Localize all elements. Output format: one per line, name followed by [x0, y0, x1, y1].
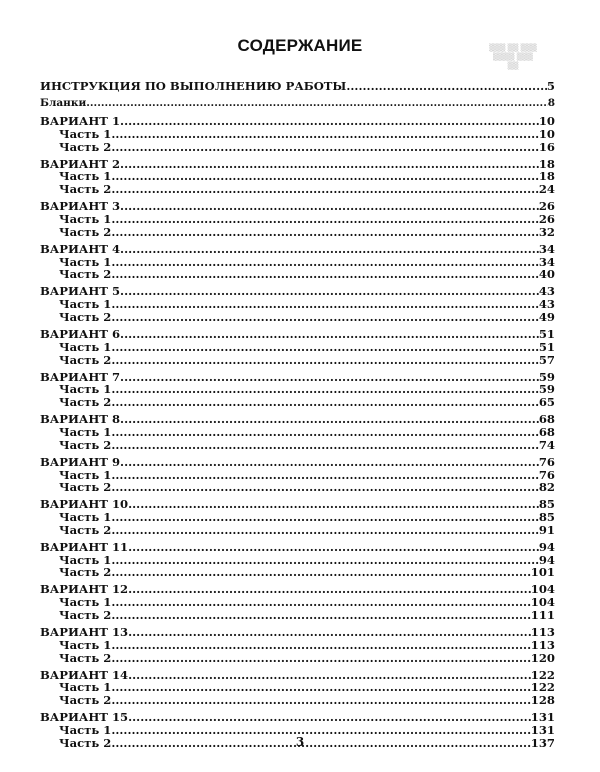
toc-entry-label: ВАРИАНТ 7 — [40, 370, 121, 384]
dot-leader — [111, 652, 530, 665]
toc-entry-page: 59 — [538, 383, 555, 397]
toc-entry-variant-3-part-1[interactable] — [40, 213, 555, 226]
toc-entry-page: 94 — [538, 540, 555, 554]
toc-entry-variant-11-part-2[interactable] — [40, 566, 555, 579]
toc-entry-label: ВАРИАНТ 5 — [40, 285, 121, 299]
toc-entry-page: 34 — [538, 242, 555, 256]
toc-entry-variant-8-part-2[interactable] — [40, 439, 555, 452]
dot-leader — [120, 243, 539, 256]
toc-entry-page: 122 — [530, 668, 555, 682]
toc-entry-label: Часть 1 — [59, 638, 112, 652]
toc-entry-variant-8-part-1[interactable] — [40, 426, 555, 439]
toc-entry-label: Часть 1 — [59, 213, 112, 226]
dot-leader — [120, 285, 539, 298]
toc-entry-label: Часть 1 — [59, 553, 112, 567]
toc-entry-variant-13-part-1[interactable] — [40, 639, 555, 652]
toc-entry-variant-7[interactable] — [40, 371, 555, 384]
toc-entry-instructions[interactable] — [40, 80, 555, 93]
dot-leader — [111, 694, 530, 707]
toc-entry-page: 65 — [538, 396, 555, 409]
toc-entry-variant-2-part-2[interactable] — [40, 183, 555, 196]
toc-entry-variant-2-part-1[interactable] — [40, 170, 555, 183]
toc-entry-page: 76 — [538, 455, 555, 469]
toc-entry-page: 59 — [538, 370, 555, 384]
toc-entry-variant-2[interactable] — [40, 158, 555, 171]
toc-entry-variant-3-part-2[interactable] — [40, 226, 555, 239]
toc-entry-label: Часть 1 — [59, 425, 112, 439]
toc-entry-variant-3[interactable] — [40, 200, 555, 213]
toc-entry-variant-9-part-1[interactable] — [40, 469, 555, 482]
dot-leader — [120, 200, 539, 213]
toc-entry-variant-14[interactable] — [40, 669, 555, 682]
variant-list — [40, 115, 555, 749]
toc-entry-variant-13[interactable] — [40, 626, 555, 639]
toc-entry-page: 120 — [530, 651, 555, 665]
toc-entry-label: Часть 1 — [59, 298, 112, 311]
toc-entry-label: ИНСТРУКЦИЯ ПО ВЫПОЛНЕНИЮ РАБОТЫ — [40, 80, 347, 93]
toc-entry-page: 104 — [530, 596, 555, 610]
dot-leader — [120, 328, 539, 341]
toc-entry-variant-12[interactable] — [40, 583, 555, 596]
toc-entry-label: ВАРИАНТ 6 — [40, 327, 121, 341]
toc-entry-variant-1[interactable] — [40, 115, 555, 128]
dot-leader — [111, 341, 539, 354]
dot-leader — [111, 469, 539, 482]
toc-entry-page: 85 — [538, 511, 555, 524]
toc-entry-label: ВАРИАНТ 15 — [40, 711, 129, 724]
toc-entry-variant-12-part-2[interactable] — [40, 609, 555, 622]
toc-entry-page: 91 — [538, 523, 555, 537]
toc-entry-page: 26 — [538, 213, 555, 226]
toc-entry-variant-10[interactable] — [40, 498, 555, 511]
toc-entry-page: 43 — [538, 298, 555, 311]
toc-entry-page: 122 — [530, 681, 555, 695]
toc-entry-label: Часть 1 — [59, 170, 112, 184]
toc-entry-label: Часть 2 — [59, 566, 112, 580]
toc-entry-label: ВАРИАНТ 13 — [40, 626, 129, 639]
dot-leader — [128, 711, 531, 724]
toc-entry-variant-4[interactable] — [40, 243, 555, 256]
toc-entry-page: 57 — [538, 353, 555, 367]
toc-entry-page: 5 — [546, 80, 555, 93]
dot-leader — [111, 383, 539, 396]
dot-leader — [120, 158, 539, 171]
dot-leader — [111, 524, 539, 537]
page-number: 3 — [295, 735, 305, 749]
toc-entry-label: ВАРИАНТ 14 — [40, 668, 129, 682]
dot-leader — [111, 396, 539, 409]
toc-entry-page: 131 — [530, 723, 555, 737]
toc-entry-label: ВАРИАНТ 1 — [40, 115, 121, 128]
dot-leader — [111, 268, 539, 281]
table-of-contents — [40, 80, 555, 750]
dot-leader — [111, 354, 539, 367]
toc-entry-page: 131 — [530, 711, 555, 724]
toc-entry-label: Часть 1 — [59, 340, 112, 354]
dot-leader — [111, 681, 530, 694]
toc-entry-label: ВАРИАНТ 11 — [40, 540, 129, 554]
dot-leader — [128, 583, 531, 596]
dot-leader — [111, 213, 539, 226]
dot-leader — [120, 371, 539, 384]
toc-entry-page: 113 — [530, 638, 555, 652]
toc-entry-label: ВАРИАНТ 3 — [40, 200, 121, 214]
toc-entry-variant-9[interactable] — [40, 456, 555, 469]
toc-entry-variant-9-part-2[interactable] — [40, 481, 555, 494]
toc-entry-page: 68 — [538, 413, 555, 426]
toc-entry-variant-5-part-2[interactable] — [40, 311, 555, 324]
toc-entry-label: Часть 2 — [59, 438, 112, 452]
toc-entry-variant-10-part-2[interactable] — [40, 524, 555, 537]
dot-leader — [111, 481, 539, 494]
toc-entry-variant-11[interactable] — [40, 541, 555, 554]
toc-entry-variant-1-part-1[interactable] — [40, 128, 555, 141]
toc-entry-label: Часть 2 — [59, 225, 112, 239]
toc-entry-label: ВАРИАНТ 9 — [40, 455, 121, 469]
toc-entry-variant-15[interactable] — [40, 711, 555, 724]
dot-leader — [111, 128, 539, 141]
toc-entry-variant-1-part-2[interactable] — [40, 141, 555, 154]
dot-leader — [128, 626, 531, 639]
toc-entry-page: 51 — [538, 327, 555, 341]
dot-leader — [111, 256, 539, 269]
dot-leader — [111, 554, 539, 567]
toc-entry-label: Часть 1 — [59, 596, 112, 610]
toc-entry-label: ВАРИАНТ 10 — [40, 498, 129, 512]
toc-entry-variant-6-part-1[interactable] — [40, 341, 555, 354]
dot-leader — [86, 97, 547, 110]
dot-leader — [128, 669, 531, 682]
toc-entry-page: 94 — [538, 553, 555, 567]
toc-entry-label: Часть 2 — [59, 523, 112, 537]
toc-entry-variant-14-part-1[interactable] — [40, 681, 555, 694]
toc-entry-page: 85 — [538, 498, 555, 512]
dot-leader — [111, 170, 539, 183]
dot-leader — [111, 226, 539, 239]
toc-entry-page: 18 — [538, 157, 555, 171]
toc-entry-label: Часть 1 — [59, 383, 112, 397]
toc-entry-page: 26 — [538, 200, 555, 214]
toc-entry-page: 24 — [538, 183, 555, 197]
dot-leader — [346, 80, 547, 93]
toc-entry-page: 8 — [547, 97, 555, 110]
toc-entry-page: 18 — [538, 170, 555, 184]
toc-entry-variant-4-part-2[interactable] — [40, 268, 555, 281]
toc-entry-label: Часть 1 — [59, 723, 112, 737]
toc-entry-variant-13-part-2[interactable] — [40, 652, 555, 665]
toc-entry-label: Часть 2 — [59, 736, 112, 750]
toc-entry-label: ВАРИАНТ 8 — [40, 413, 121, 426]
toc-entry-label: Часть 2 — [59, 140, 112, 154]
dot-leader — [128, 498, 539, 511]
bleed-through-stamp-decoration: ▒▒▒ ▒▒ ▒▒▒ ▒▒▒▒ ▒▒▒ ▒▒ — [489, 44, 537, 70]
page-title: СОДЕРЖАНИЕ — [237, 36, 363, 55]
toc-entry-page: 43 — [538, 285, 555, 299]
toc-entry-variant-10-part-1[interactable] — [40, 511, 555, 524]
dot-leader — [120, 115, 539, 128]
dot-leader — [111, 609, 530, 622]
toc-entry-page: 101 — [530, 566, 555, 580]
toc-entry-page: 104 — [530, 583, 555, 597]
toc-entry-variant-7-part-2[interactable] — [40, 396, 555, 409]
toc-entry-page: 113 — [530, 626, 555, 639]
dot-leader — [111, 183, 539, 196]
toc-entry-label: Часть 2 — [59, 694, 112, 707]
toc-entry-label: Часть 1 — [59, 468, 112, 482]
dot-leader — [111, 566, 530, 579]
dot-leader — [111, 511, 539, 524]
toc-entry-variant-12-part-1[interactable] — [40, 596, 555, 609]
toc-entry-variant-7-part-1[interactable] — [40, 383, 555, 396]
toc-entry-label: ВАРИАНТ 4 — [40, 242, 121, 256]
toc-entry-variant-8[interactable] — [40, 413, 555, 426]
toc-entry-variant-5-part-1[interactable] — [40, 298, 555, 311]
toc-entry-label: Часть 2 — [59, 396, 112, 409]
toc-entry-page: 49 — [538, 311, 555, 324]
toc-entry-label: Часть 2 — [59, 353, 112, 367]
toc-entry-label: Часть 2 — [59, 311, 112, 324]
toc-entry-label: Часть 2 — [59, 183, 112, 197]
toc-entry-blanks[interactable] — [40, 97, 555, 110]
dot-leader — [111, 141, 539, 154]
toc-entry-page: 51 — [538, 340, 555, 354]
toc-entry-label: ВАРИАНТ 12 — [40, 583, 129, 597]
toc-entry-label: ВАРИАНТ 2 — [40, 157, 121, 171]
toc-entry-label: Часть 1 — [59, 127, 112, 141]
toc-entry-variant-6-part-2[interactable] — [40, 354, 555, 367]
dot-leader — [111, 311, 539, 324]
toc-entry-variant-14-part-2[interactable] — [40, 694, 555, 707]
toc-entry-label: Часть 2 — [59, 268, 112, 282]
dot-leader — [111, 298, 539, 311]
dot-leader — [111, 426, 539, 439]
toc-entry-page: 128 — [530, 694, 555, 707]
dot-leader — [120, 456, 539, 469]
toc-entry-label: Часть 2 — [59, 481, 112, 495]
toc-entry-label: Бланки — [40, 97, 87, 110]
toc-entry-label: Часть 1 — [59, 681, 112, 695]
toc-entry-page: 10 — [538, 115, 555, 128]
dot-leader — [111, 596, 530, 609]
toc-entry-page: 10 — [538, 127, 555, 141]
toc-entry-variant-4-part-1[interactable] — [40, 256, 555, 269]
toc-entry-variant-5[interactable] — [40, 285, 555, 298]
toc-entry-page: 32 — [538, 225, 555, 239]
toc-entry-page: 76 — [538, 468, 555, 482]
toc-entry-page: 16 — [538, 140, 555, 154]
toc-entry-page: 111 — [530, 609, 555, 622]
toc-entry-page: 40 — [538, 268, 555, 282]
toc-entry-label: Часть 2 — [59, 651, 112, 665]
toc-entry-label: Часть 1 — [59, 255, 112, 269]
toc-entry-label: Часть 1 — [59, 511, 112, 524]
dot-leader — [111, 639, 530, 652]
toc-entry-page: 137 — [530, 736, 555, 750]
toc-entry-page: 74 — [538, 438, 555, 452]
toc-entry-variant-11-part-1[interactable] — [40, 554, 555, 567]
dot-leader — [120, 413, 539, 426]
toc-entry-label: Часть 2 — [59, 609, 112, 622]
toc-entry-page: 82 — [538, 481, 555, 495]
toc-entry-variant-6[interactable] — [40, 328, 555, 341]
dot-leader — [111, 439, 539, 452]
dot-leader — [128, 541, 539, 554]
toc-entry-page: 34 — [538, 255, 555, 269]
toc-entry-page: 68 — [538, 425, 555, 439]
